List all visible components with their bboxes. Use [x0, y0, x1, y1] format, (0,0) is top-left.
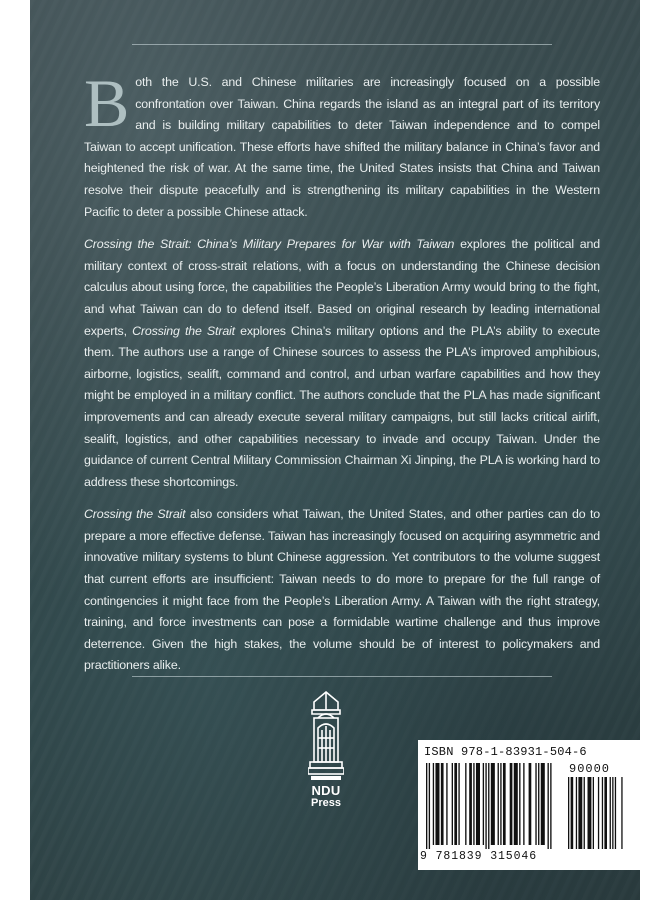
top-divider: [132, 44, 552, 45]
logo-ndu-text: NDU: [311, 783, 341, 798]
ean-digits-text: 9 781839 315046: [420, 850, 538, 863]
blurb-paragraph-2-text-b: explores China’s military options and the PLA’s ability to execute them. The authors use a range of Chinese sources to assess the PLA’s improved amphibious, airborne, logistics, sealift, command and control, and urban warfare capabilities and how they might be employed in a military conflict. The authors conclude that the PLA has made significant improvements and can already execute several military campaigns, but still lacks critical airlift, sealift, logistics, and other capabilities necessary to invade and occupy Taiwan. Under the guidance of current Central Military Commission Chairman Xi Jinping, the PLA is working hard to address these shortcomings.: [84, 323, 600, 489]
blurb-paragraph-1-text: oth the U.S. and Chinese militaries are increasingly focused on a possible confrontation over Taiwan. China regards the island as an integral part of its territory and is building military capabilities to deter Taiwan independence and to compel Taiwan to accept unification. These efforts have shifted the military balance in China’s favor and heightened the risk of war. At the same time, the United States insists that China and Taiwan resolve their dispute peacefully and is strengthening its military capabilities in the Western Pacific to deter a possible Chinese attack.: [84, 75, 600, 219]
blurb-paragraph-2-text-a: explores the political and military context of cross-strait relations, with a focus on understanding the Chinese decision calculus about using force, the capabilities the People’s Liberation Army would bring to the fight, and what Taiwan can do to defend itself. Based on original research by leading international experts,: [84, 237, 600, 338]
logo-press-text: Press: [311, 797, 341, 809]
book-title-italic: Crossing the Strait: China’s Military Prepares for War with Taiwan: [84, 237, 455, 252]
building-icon: [308, 690, 344, 782]
isbn-text: ISBN 978-1-83931-504-6: [424, 745, 587, 759]
ean-barcode-bars: [426, 763, 566, 849]
barcode: [418, 740, 640, 870]
back-cover: [30, 0, 640, 900]
bottom-divider: [132, 676, 552, 677]
addon-code-text: 90000: [569, 762, 611, 776]
drop-cap: B: [84, 65, 130, 141]
blurb-paragraph-3-text: also considers what Taiwan, the United States, and other parties can do to prepare a more effective defense. Taiwan has increasingly focused on acquiring asymmetric and innovative military systems to blunt Chinese aggression. Yet contributors to the volume suggest that current efforts are insufficient: Taiwan needs to do more to prepare for the full range of contingencies it might face from the People’s Liberation Army. A Taiwan with the right strategy, training, and force investments can pose a formidable wartime challenge and thus improve deterrence. Given the high stakes, the volume should be of interest to policymakers and practitioners alike.: [84, 507, 600, 673]
blurb-paragraph-2: [84, 234, 600, 493]
book-short-title-italic-2: Crossing the Strait: [84, 507, 186, 522]
blurb-paragraph-3: [84, 504, 600, 677]
ndu-press-logo: [306, 690, 346, 814]
blurb-text: [84, 65, 600, 688]
book-short-title-italic: Crossing the Strait: [132, 323, 235, 338]
addon-barcode-bars: [568, 777, 634, 849]
blurb-paragraph-1: [84, 65, 600, 223]
